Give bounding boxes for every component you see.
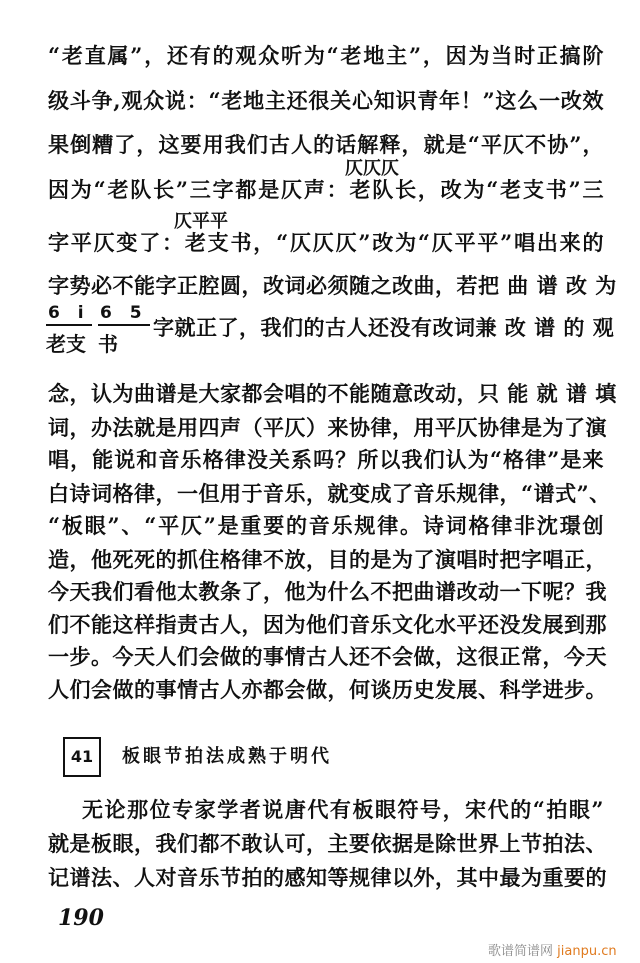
- body-line: 一步。今天人们会做的事情古人还不会做，这很正常，今天: [48, 644, 607, 669]
- jianpu-notes: 6 5: [98, 303, 150, 326]
- body-line: 级斗争,观众说：“老地主还很关心知识青年！”这么一改效: [48, 88, 604, 113]
- body-line: 就是板眼，我们都不敢认可，主要依据是除世界上节拍法、: [48, 831, 607, 856]
- body-line: “板眼”、“平仄”是重要的音乐规律。诗词格律非沈璟创: [48, 513, 604, 538]
- body-line: 人们会做的事情古人亦都会做，何谈历史发展、科学进步。: [48, 677, 607, 702]
- body-line: 果倒糟了，这要用我们古人的话解释，就是“平仄不协”，: [48, 132, 604, 157]
- body-line: 因为“老队长”三字都是仄声：老队长，改为“老支书”三: [48, 177, 604, 202]
- jianpu-notes: 6 i: [46, 303, 92, 326]
- body-line: 字就正了，我们的古人还没有改词兼 改 谱 的 观: [153, 315, 615, 340]
- body-line: 白诗词格律，一但用于音乐，就变成了音乐规律，“谱式”、: [48, 481, 611, 506]
- jianpu-lyric: 老支: [46, 332, 86, 356]
- body-line: 今天我们看他太教条了，他为什么不把曲谱改动一下呢？我: [48, 579, 607, 604]
- watermark-domain: jianpu.cn: [557, 944, 617, 959]
- jianpu-lyric: 书: [98, 332, 118, 356]
- watermark: [488, 940, 617, 959]
- body-line: 字平仄变了：老支书，“仄仄仄”改为“仄平平”唱出来的: [48, 230, 604, 255]
- body-line: 念，认为曲谱是大家都会唱的不能随意改动，只 能 就 谱 填: [48, 381, 617, 406]
- jianpu-notation-1: [46, 303, 92, 357]
- section-title: 板眼节拍法成熟于明代: [122, 746, 332, 767]
- body-line: 字势必不能字正腔圆，改词必须随之改曲，若把 曲 谱 改 为: [48, 273, 617, 298]
- page-number: 190: [58, 905, 104, 931]
- body-line: 无论那位专家学者说唐代有板眼符号，宋代的“拍眼”: [82, 797, 604, 822]
- body-line: 唱，能说和音乐格律没关系吗？所以我们认为“格律”是来: [48, 447, 604, 472]
- body-line: 词，办法就是用四声（平仄）来协律，用平仄协律是为了演: [48, 415, 607, 440]
- section-number-box: 41: [63, 737, 101, 777]
- body-line: 们不能这样指责古人，因为他们音乐文化水平还没发展到那: [48, 612, 607, 637]
- tone-annotation: 仄平平: [174, 211, 228, 232]
- body-line: 记谱法、人对音乐节拍的感知等规律以外，其中最为重要的: [48, 865, 607, 890]
- tone-annotation: 仄仄仄: [345, 158, 399, 179]
- jianpu-notation-2: [98, 303, 150, 357]
- body-line: 造，他死死的抓住格律不放，目的是为了演唱时把字唱正，: [48, 547, 607, 572]
- body-line: “老直属”，还有的观众听为“老地主”，因为当时正搞阶: [48, 43, 604, 68]
- watermark-text: 歌谱简谱网: [488, 944, 554, 959]
